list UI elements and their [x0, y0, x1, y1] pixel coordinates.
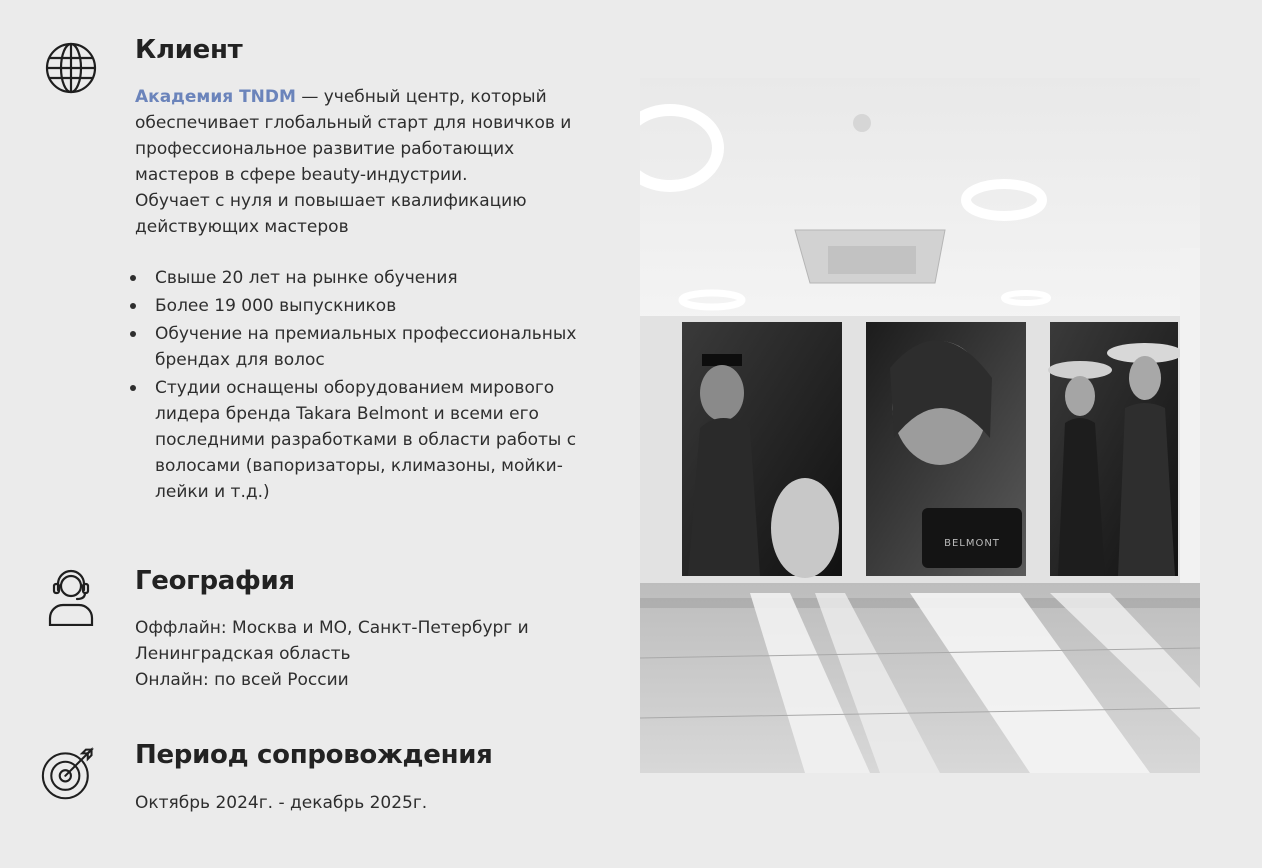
list-item: Студии оснащены оборудованием мирового лидера бренда Takara Belmont и всеми его последними разработками в области работы с волосами (вапоризаторы, климазоны, мойки-лейки и т.д.) [135, 375, 605, 505]
geography-heading: География [135, 566, 295, 596]
person-headset-icon [41, 568, 99, 626]
geography-offline: Оффлайн: Москва и МО, Санкт-Петербург и Ленинградская область [135, 618, 529, 664]
target-arrow-icon [41, 744, 99, 802]
period-dates: Октябрь 2024г. - декабрь 2025г. [135, 793, 428, 813]
period-description [135, 790, 595, 816]
period-heading: Период сопровождения [135, 740, 493, 770]
list-item: Свыше 20 лет на рынке обучения [135, 265, 605, 291]
client-intro-second: Обучает с нуля и повышает квалификацию действующих мастеров [135, 191, 527, 237]
client-intro-text: — учебный центр, который обеспечивает глобальный старт для новичков и профессиональное развитие работающих мастеров в сфере beauty-индустрии. [135, 87, 572, 185]
client-heading: Клиент [135, 35, 243, 65]
geography-description [135, 615, 595, 693]
client-intro [135, 84, 595, 188]
list-item: Обучение на премиальных профессиональных брендах для волос [135, 321, 605, 373]
geography-online: Онлайн: по всей России [135, 670, 349, 690]
salon-interior-photo [640, 78, 1200, 773]
client-description [135, 84, 595, 240]
client-brand-name: Академия TNDM [135, 87, 296, 107]
photo-banner-text: BELMONT [944, 538, 1000, 549]
client-facts-list [135, 265, 605, 507]
globe-icon [41, 38, 99, 96]
list-item: Более 19 000 выпускников [135, 293, 605, 319]
